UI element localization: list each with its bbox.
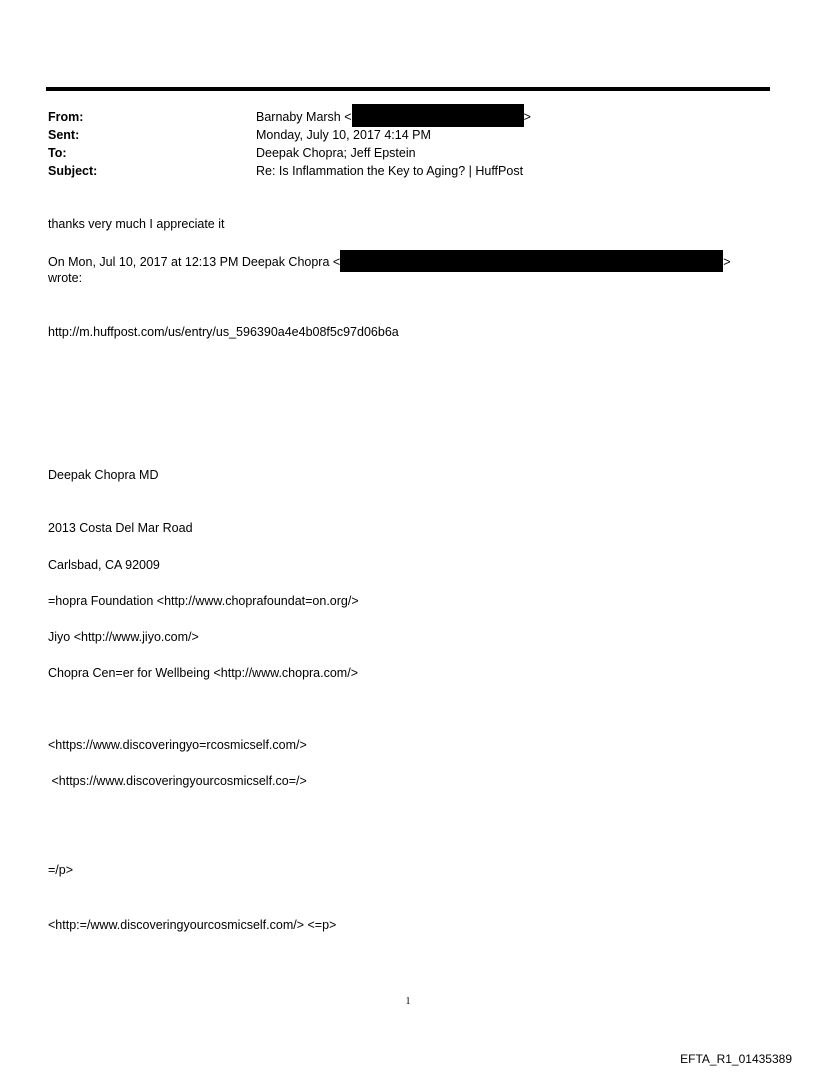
redaction-box [352, 104, 524, 127]
bates-number: EFTA_R1_01435389 [680, 1052, 792, 1066]
article-link[interactable]: http://m.huffpost.com/us/entry/us_596390a4e4b08f5c97d06b6a [48, 325, 399, 339]
from-close-bracket: > [523, 110, 531, 124]
address-line-2: Carlsbad, CA 92009 [48, 558, 160, 572]
from-name: Barnaby Marsh [256, 110, 341, 124]
quote-header [48, 253, 731, 272]
header-rule [46, 87, 770, 91]
from-open-bracket: < [344, 110, 352, 124]
cosmic-line-1: <https://www.discoveringyo=rcosmicself.com/> [48, 738, 307, 752]
address-line-1: 2013 Costa Del Mar Road [48, 521, 193, 535]
subject-label: Subject: [48, 164, 98, 178]
cosmic-line-3: <http:=/www.discoveringyourcosmicself.com/> <=p> [48, 918, 337, 932]
sent-label: Sent: [48, 128, 80, 142]
quote-wrote: wrote: [48, 271, 83, 285]
sent-value: Monday, July 10, 2017 4:14 PM [256, 128, 431, 142]
quote-prefix: On Mon, Jul 10, 2017 at 12:13 PM Deepak Chopra [48, 254, 330, 269]
to-label: To: [48, 146, 67, 160]
quote-close-bracket: > [723, 254, 731, 269]
from-label: From: [48, 110, 84, 124]
fragment-p-line: =/p> [48, 863, 74, 877]
to-value: Deepak Chopra; Jeff Epstein [256, 146, 416, 160]
signature-name: Deepak Chopra MD [48, 468, 159, 482]
quote-open-bracket: < [332, 254, 341, 269]
subject-value: Re: Is Inflammation the Key to Aging? | HuffPost [256, 164, 524, 178]
redaction-box [340, 250, 723, 272]
jiyo-line: Jiyo <http://www.jiyo.com/> [48, 630, 199, 644]
header-to [48, 144, 768, 162]
header-subject [48, 162, 768, 180]
header-from [48, 108, 768, 126]
page-number: 1 [405, 996, 411, 1007]
foundation-line: =hopra Foundation <http://www.choprafoundat=on.org/> [48, 594, 359, 608]
cosmic-line-2: <https://www.discoveringyourcosmicself.co=/> [48, 774, 307, 788]
center-line: Chopra Cen=er for Wellbeing <http://www.chopra.com/> [48, 666, 358, 680]
reply-text: thanks very much I appreciate it [48, 217, 225, 231]
header-sent [48, 126, 768, 144]
from-value [256, 108, 531, 127]
